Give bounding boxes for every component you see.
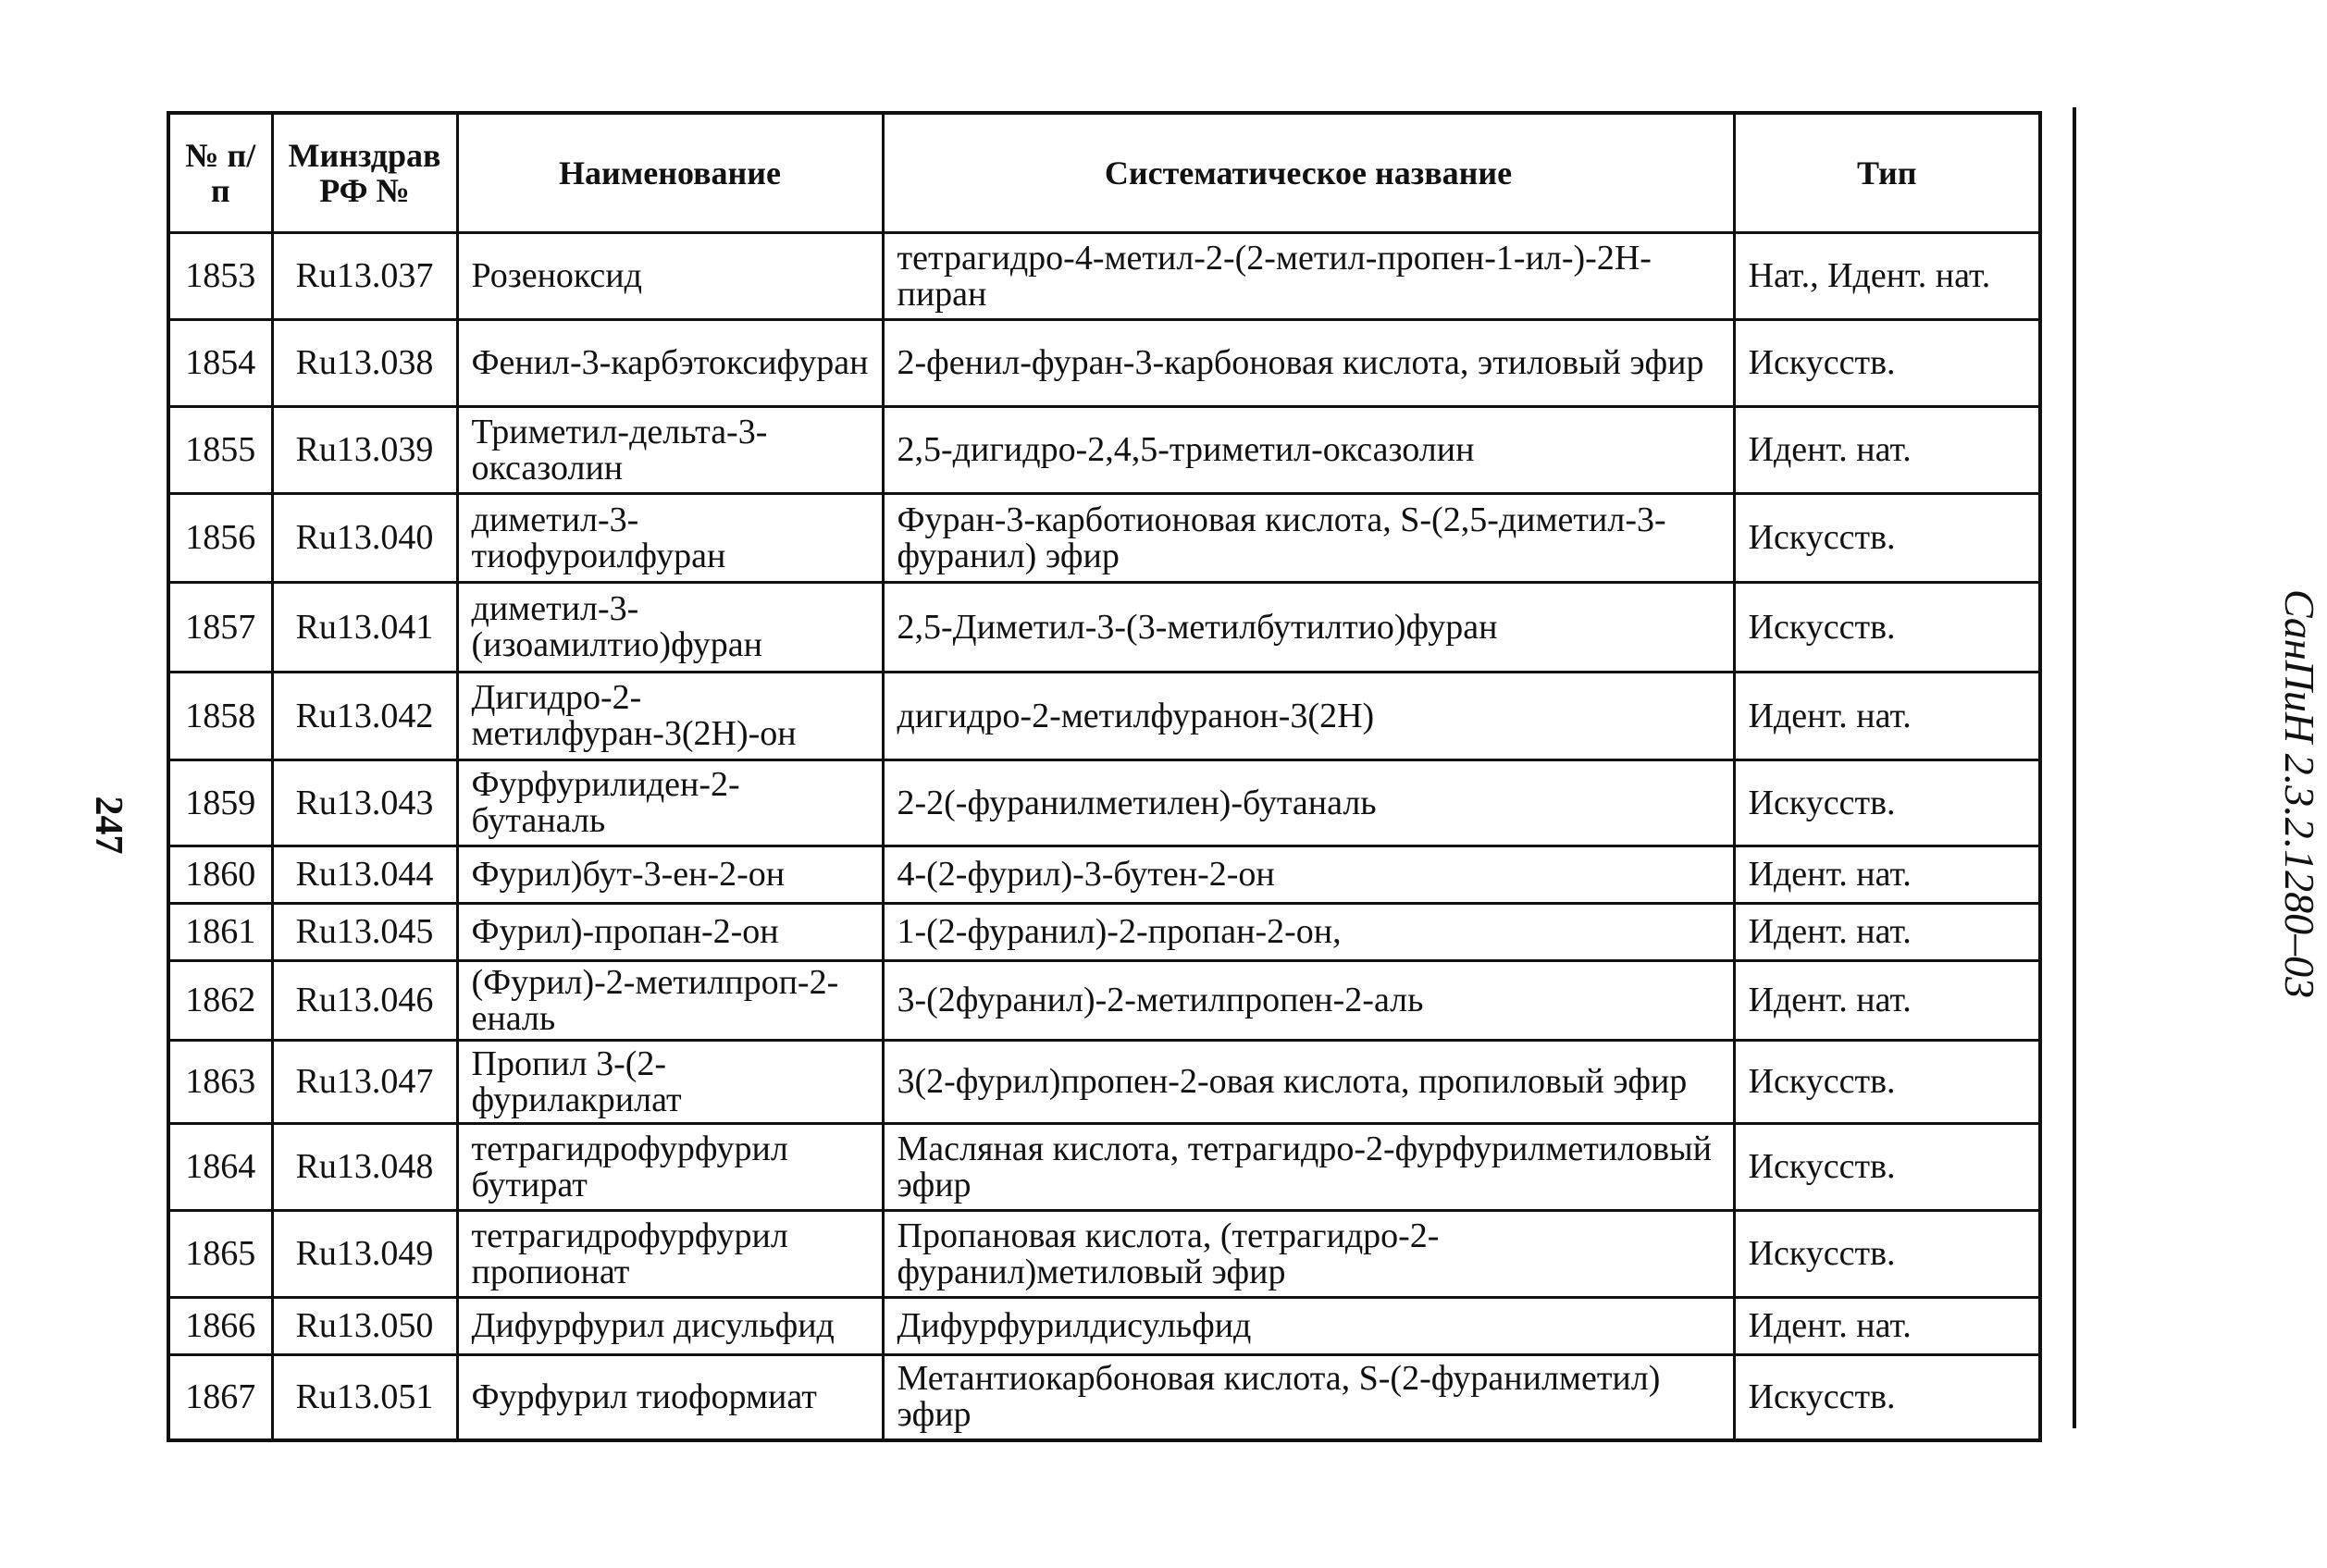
table-row [168,1298,2040,1355]
cell-systematic-name: 3(2-фурил)пропен-2-овая кислота, пропиловый эфир [883,1041,1734,1124]
cell-systematic-name: 4-(2-фурил)-3-бутен-2-он [883,846,1734,904]
table-row [168,233,2040,320]
cell-minzdrav-code: Ru13.039 [272,407,457,494]
cell-name: диметил-3-тиофуроилфуран [457,494,883,583]
table-row [168,583,2040,673]
cell-name: диметил-3-(изоамилтио)фуран [457,583,883,673]
header-type: Тип [1734,113,2040,233]
cell-minzdrav-code: Ru13.037 [272,233,457,320]
cell-systematic-name: Фуран-3-карботионовая кислота, S-(2,5-диметил-3-фуранил) эфир [883,494,1734,583]
cell-type: Идент. нат. [1734,673,2040,760]
cell-systematic-name: 2,5-дигидро-2,4,5-триметил-оксазолин [883,407,1734,494]
side-rule [2073,107,2076,1428]
cell-name: Дигидро-2-метилфуран-3(2Н)-он [457,673,883,760]
cell-type: Искусств. [1734,583,2040,673]
substances-table [167,111,2042,1442]
cell-minzdrav-code: Ru13.045 [272,904,457,961]
cell-minzdrav-code: Ru13.048 [272,1124,457,1211]
cell-minzdrav-code: Ru13.049 [272,1211,457,1298]
cell-num: 1860 [168,846,272,904]
cell-num: 1862 [168,961,272,1041]
cell-systematic-name: 1-(2-фуранил)-2-пропан-2-он, [883,904,1734,961]
cell-num: 1853 [168,233,272,320]
cell-num: 1856 [168,494,272,583]
table-row [168,494,2040,583]
cell-type: Искусств. [1734,1041,2040,1124]
cell-name: Триметил-дельта-3-оксазолин [457,407,883,494]
cell-num: 1855 [168,407,272,494]
cell-num: 1861 [168,904,272,961]
cell-systematic-name: 2,5-Диметил-3-(3-метилбутилтио)фуран [883,583,1734,673]
cell-type: Искусств. [1734,1124,2040,1211]
cell-type: Искусств. [1734,1355,2040,1440]
cell-num: 1863 [168,1041,272,1124]
cell-type: Искусств. [1734,1211,2040,1298]
cell-type: Идент. нат. [1734,1298,2040,1355]
cell-type: Идент. нат. [1734,961,2040,1041]
page-number: 247 [87,796,130,855]
table-row [168,1211,2040,1298]
header-systematic: Систематическое название [883,113,1734,233]
cell-systematic-name: 2-2(-фуранилметилен)-бутаналь [883,760,1734,846]
cell-type: Идент. нат. [1734,904,2040,961]
table-row [168,407,2040,494]
cell-systematic-name: тетрагидро-4-метил-2-(2-метил-пропен-1-ил-)-2Н-пиран [883,233,1734,320]
cell-name: тетрагидрофурфурил бутират [457,1124,883,1211]
cell-minzdrav-code: Ru13.051 [272,1355,457,1440]
table-row [168,846,2040,904]
cell-minzdrav-code: Ru13.040 [272,494,457,583]
cell-name: Фурил)бут-3-ен-2-он [457,846,883,904]
table-header-row [168,113,2040,233]
cell-name: Фурил)-пропан-2-он [457,904,883,961]
cell-minzdrav-code: Ru13.041 [272,583,457,673]
cell-num: 1859 [168,760,272,846]
cell-minzdrav-code: Ru13.038 [272,320,457,407]
cell-name: (Фурил)-2-метилпроп-2-еналь [457,961,883,1041]
cell-num: 1867 [168,1355,272,1440]
cell-name: Дифурфурил дисульфид [457,1298,883,1355]
cell-systematic-name: Метантиокарбоновая кислота, S-(2-фуранилметил) эфир [883,1355,1734,1440]
cell-minzdrav-code: Ru13.044 [272,846,457,904]
cell-name: Фурфурилиден-2-бутаналь [457,760,883,846]
cell-systematic-name: Дифурфурилдисульфид [883,1298,1734,1355]
cell-name: Фурфурил тиоформиат [457,1355,883,1440]
header-num: № п/п [168,113,272,233]
cell-name: Розеноксид [457,233,883,320]
cell-num: 1858 [168,673,272,760]
cell-name: тетрагидрофурфурил пропионат [457,1211,883,1298]
table-row [168,961,2040,1041]
cell-type: Искусств. [1734,760,2040,846]
table-row [168,673,2040,760]
table-row [168,760,2040,846]
cell-num: 1854 [168,320,272,407]
table-row [168,1124,2040,1211]
cell-systematic-name: 3-(2фуранил)-2-метилпропен-2-аль [883,961,1734,1041]
document-code-title: СанПиН 2.3.2.1280–03 [2276,588,2323,999]
table-row [168,904,2040,961]
cell-name: Пропил 3-(2-фурилакрилат [457,1041,883,1124]
header-name: Наименование [457,113,883,233]
header-minzdrav: Минздрав РФ № [272,113,457,233]
cell-minzdrav-code: Ru13.046 [272,961,457,1041]
cell-minzdrav-code: Ru13.043 [272,760,457,846]
cell-minzdrav-code: Ru13.050 [272,1298,457,1355]
cell-num: 1865 [168,1211,272,1298]
cell-num: 1866 [168,1298,272,1355]
cell-systematic-name: Масляная кислота, тетрагидро-2-фурфурилметиловый эфир [883,1124,1734,1211]
cell-name: Фенил-3-карбэтоксифуран [457,320,883,407]
table-row [168,320,2040,407]
cell-systematic-name: дигидро-2-метилфуранон-3(2Н) [883,673,1734,760]
cell-type: Идент. нат. [1734,846,2040,904]
cell-minzdrav-code: Ru13.042 [272,673,457,760]
cell-systematic-name: Пропановая кислота, (тетрагидро-2-фуранил)метиловый эфир [883,1211,1734,1298]
table-row [168,1041,2040,1124]
cell-type: Искусств. [1734,320,2040,407]
cell-type: Искусств. [1734,494,2040,583]
cell-type: Идент. нат. [1734,407,2040,494]
table-row [168,1355,2040,1440]
cell-num: 1857 [168,583,272,673]
cell-type: Нат., Идент. нат. [1734,233,2040,320]
cell-minzdrav-code: Ru13.047 [272,1041,457,1124]
cell-systematic-name: 2-фенил-фуран-3-карбоновая кислота, этиловый эфир [883,320,1734,407]
cell-num: 1864 [168,1124,272,1211]
